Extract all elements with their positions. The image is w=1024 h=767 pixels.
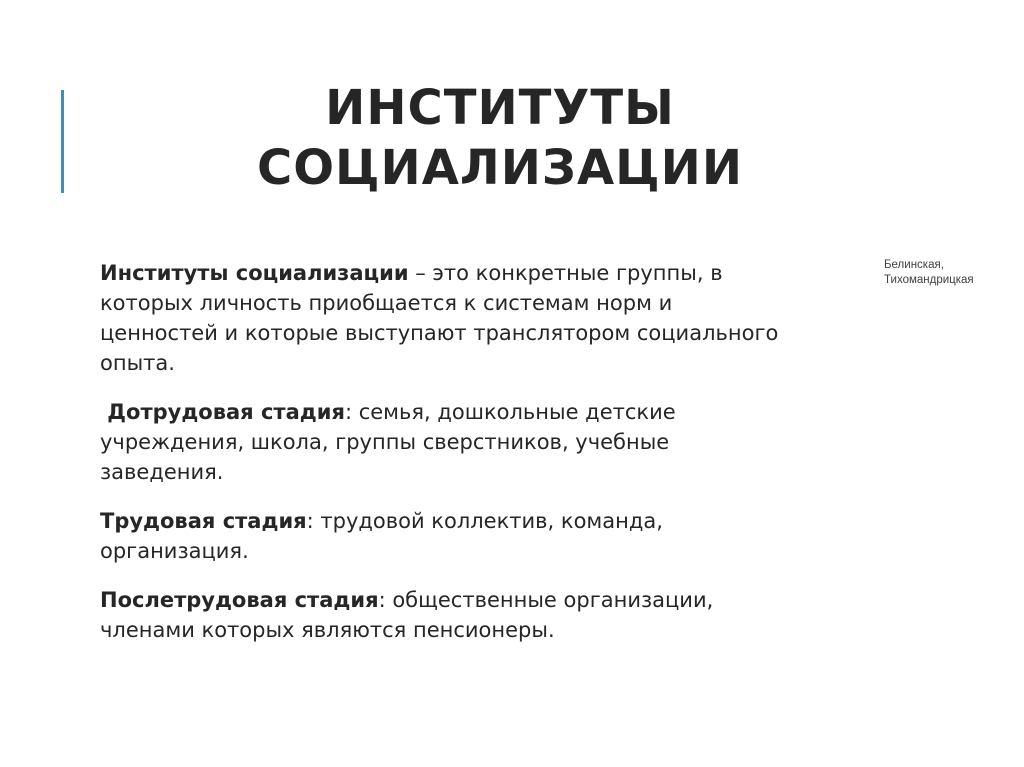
attribution-line-2: Тихомандрицкая <box>884 274 974 286</box>
paragraph-pre-labor-stage <box>100 397 780 487</box>
paragraph-text: : трудовой коллектив, команда, организация. <box>100 509 663 563</box>
paragraph-term: Дотрудовая стадия <box>100 400 345 424</box>
paragraph-definition <box>100 258 780 378</box>
paragraph-text: : семья, дошкольные детские учреждения, школа, группы сверстников, учебные заведения. <box>100 400 676 484</box>
paragraph-post-labor-stage <box>100 585 780 645</box>
paragraph-text: – это конкретные группы, в которых личность приобщается к системам норм и ценностей и которые выступают транслятором социального опыта. <box>100 261 779 375</box>
slide-title <box>210 78 790 198</box>
paragraph-term: Институты социализации <box>100 261 409 285</box>
accent-bar <box>61 90 64 193</box>
paragraph-term: Послетрудовая стадия <box>100 588 379 612</box>
attribution-line-1: Белинская, <box>884 259 944 271</box>
slide-body <box>100 258 780 664</box>
paragraph-text: : общественные организации, членами которых являются пенсионеры. <box>100 588 714 642</box>
attribution <box>884 258 1014 288</box>
paragraph-labor-stage <box>100 506 780 566</box>
title-line-2: СОЦИАЛИЗАЦИИ <box>256 140 744 196</box>
paragraph-term: Трудовая стадия <box>100 509 307 533</box>
title-line-1: ИНСТИТУТЫ <box>325 80 675 136</box>
